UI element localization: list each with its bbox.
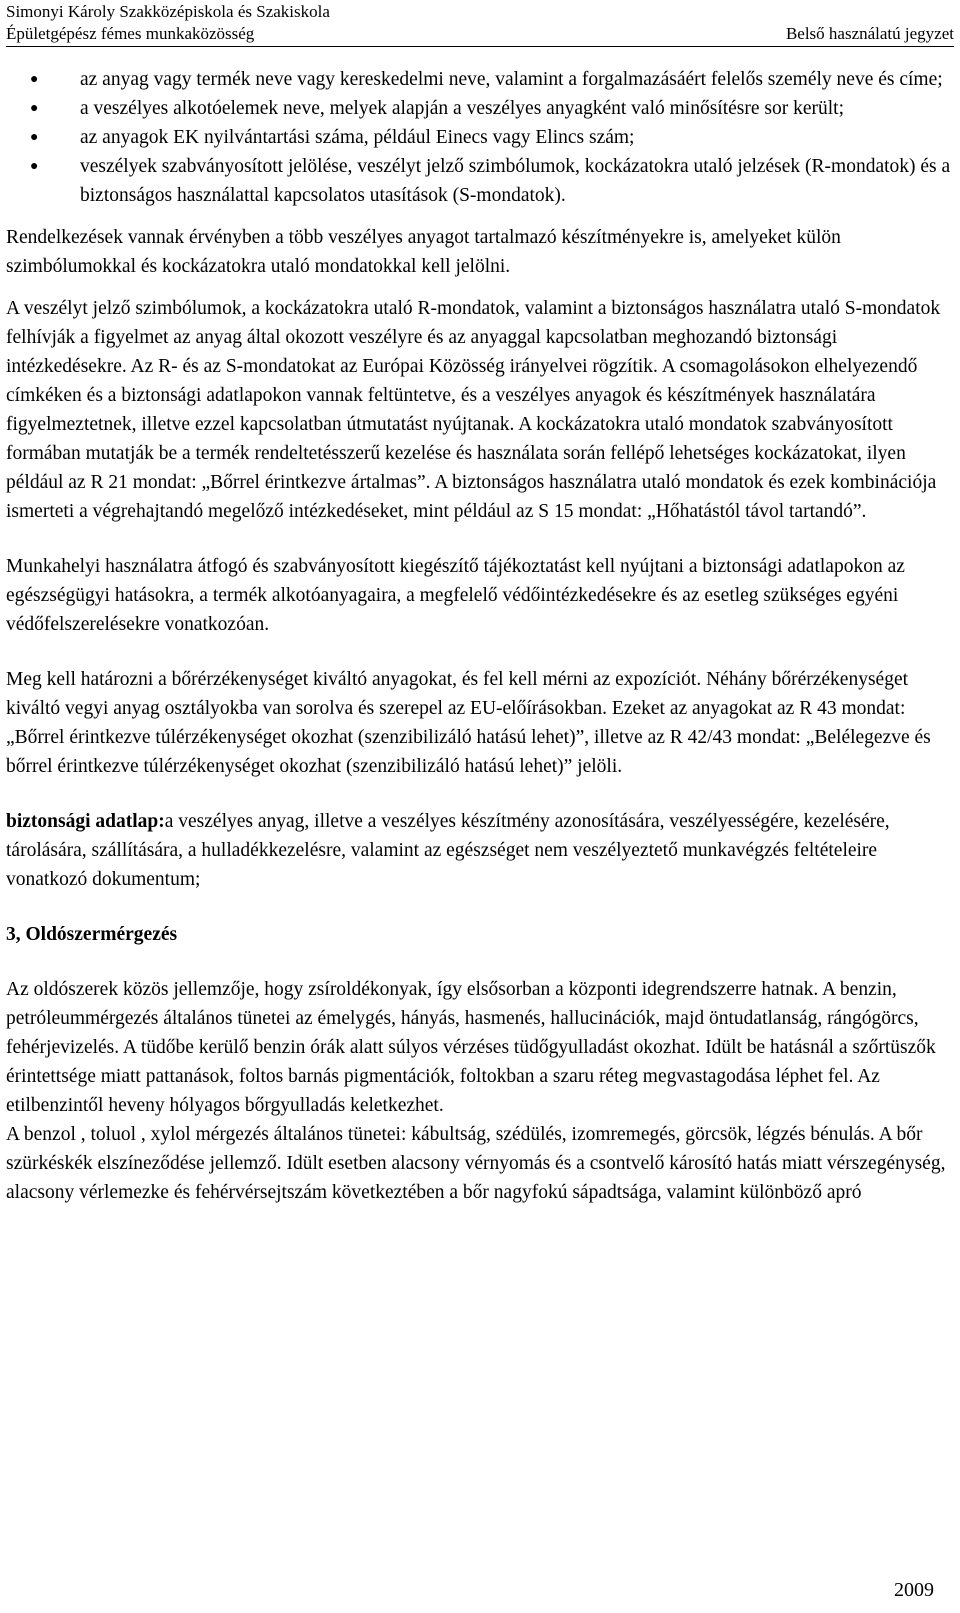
header-note: Belső használatú jegyzet: [785, 24, 954, 43]
paragraph-workplace-info: Munkahelyi használatra átfogó és szabványosított kiegészítő tájékoztatást kell nyújtani a biztonsági adatlapokon az egészségügyi hatásokra, a termék alkotóanyagaira, a megfelelő védőintézkedésekre és az esetleg szükséges egyéni védőfelszerelésekre vonatkozóan.: [6, 556, 905, 635]
list-item: [6, 65, 954, 94]
bullet-icon: ●: [30, 159, 39, 174]
section-heading: 3, Oldószermérgezés: [6, 924, 178, 945]
list-item-text: a veszélyes alkotóelemek neve, melyek alapján a veszélyes anyagként való minősítésre sor került;: [80, 98, 845, 119]
paragraph-benzene: A benzol , toluol , xylol mérgezés általános tünetei: kábultság, szédülés, izomremegés, görcsök, légzés bénulás. A bőr szürkéskék elszíneződése jellemző. Idült esetben alacsony vérnyomás és a csontvelő károsító hatás miatt vérszegénység, alacsony vérlemezke és fehérvérsejtszám következtében a bőr nagyfokú sápadtsága, valamint különböző apró: [6, 1124, 946, 1203]
footer-year: 2009: [894, 1579, 934, 1601]
paragraph-r-s-sentences: A veszélyt jelző szimbólumok, a kockázatokra utaló R-mondatok, valamint a biztonságos használatra utaló S-mondatok felhívják a figyelmet az anyag által okozott veszélyre és az anyaggal kapcsolatban meghozandó biztonsági intézkedésekre. Az R- és az S-mondatokat az Európai Közösség irányelvei rögzítik. A csomagolásokon elhelyezendő címkéken és a biztonsági adatlapokon vannak feltüntetve, és a veszélyes anyagok és készítmények használatára figyelmeztetnek, illetve ezzel kapcsolatban útmutatást nyújtanak. A kockázatokra utaló mondatok szabványosított formában mutatják be a termék rendeltetésszerű kezelése és használata során fellépő lehetséges kockázatokat, ilyen például az R 21 mondat: „Bőrrel érintkezve ártalmas”. A biztonságos használatra utaló mondatok és ezek kombinációja ismerteti a végrehajtandó megelőző intézkedéseket, mint például az S 15 mondat: „Hőhatástól távol tartandó”.: [6, 298, 941, 522]
list-item-text: az anyag vagy termék neve vagy kereskedelmi neve, valamint a forgalmazásáért felelős személy neve és címe;: [80, 69, 943, 90]
paragraph-solvents: Az oldószerek közös jellemzője, hogy zsíroldékonyak, így elsősorban a központi idegrendszerre hatnak. A benzin, petróleummérgezés általános tünetei az émelygés, hányás, hasmenés, hallucinációk, majd öntudatlanság, rángógörcs, fehérjevizelés. A tüdőbe kerülő benzin órák alatt súlyos vérzéses tüdőgyulladást okozhat. Idült be hatásnál a szőrtüszők érintettsége miatt pattanások, foltos barnás pigmentációk, foltokban a szaru réteg megvastagodása léphet fel. Az etilbenzintől heveny hólyagos bőrgyulladás keletkezhet.: [6, 979, 936, 1116]
paragraph-safety-data-sheet: [6, 807, 954, 894]
list-item-text: az anyagok EK nyilvántartási száma, például Einecs vagy Elincs szám;: [80, 127, 635, 148]
list-item: [6, 94, 954, 123]
header-department: Épületgépész fémes munkaközösség: [6, 24, 255, 43]
term-safety-data-sheet: biztonsági adatlap:: [6, 811, 165, 832]
document-body: [6, 65, 954, 1207]
bullet-icon: ●: [30, 72, 39, 87]
paragraph-skin-sensitivity: Meg kell határozni a bőrérzékenységet kiváltó anyagokat, és fel kell mérni az expozíciót. Néhány bőrérzékenységet kiváltó vegyi anyag osztályokba van sorolva és szerepel az EU-előírásokban. Ezeket az anyagokat az R 43 mondat: „Bőrrel érintkezve túlérzékenységet okozhat (szenzibilizáló hatású lehet)”, illetve az R 42/43 mondat: „Belélegezve és bőrrel érintkezve túlérzékenységet okozhat (szenzibilizáló hatású lehet)” jelöli.: [6, 669, 931, 777]
list-item: [6, 152, 954, 210]
page-header: [6, 0, 954, 47]
bullet-icon: ●: [30, 101, 39, 116]
definition-safety-data-sheet: a veszélyes anyag, illetve a veszélyes készítmény azonosítására, veszélyességére, kezelésére, tárolására, szállítására, a hulladékkezelésre, valamint az egészséget nem veszélyeztető munkavégzés feltételeire vonatkozó dokumentum;: [6, 811, 890, 890]
bullet-list: [6, 65, 954, 210]
header-school-block: [6, 1, 330, 45]
bullet-icon: ●: [30, 130, 39, 145]
paragraph-markings: Rendelkezések vannak érvényben a több veszélyes anyagot tartalmazó készítményekre is, amelyeket külön szimbólumokkal és kockázatokra utaló mondatokkal kell jelölni.: [6, 227, 841, 277]
list-item: [6, 123, 954, 152]
header-school-name: Simonyi Károly Szakközépiskola és Szakiskola: [6, 2, 330, 21]
list-item-text: veszélyek szabványosított jelölése, veszélyt jelző szimbólumok, kockázatokra utaló jelzések (R-mondatok) és a biztonságos használattal kapcsolatos utasítások (S-mondatok).: [80, 156, 951, 206]
